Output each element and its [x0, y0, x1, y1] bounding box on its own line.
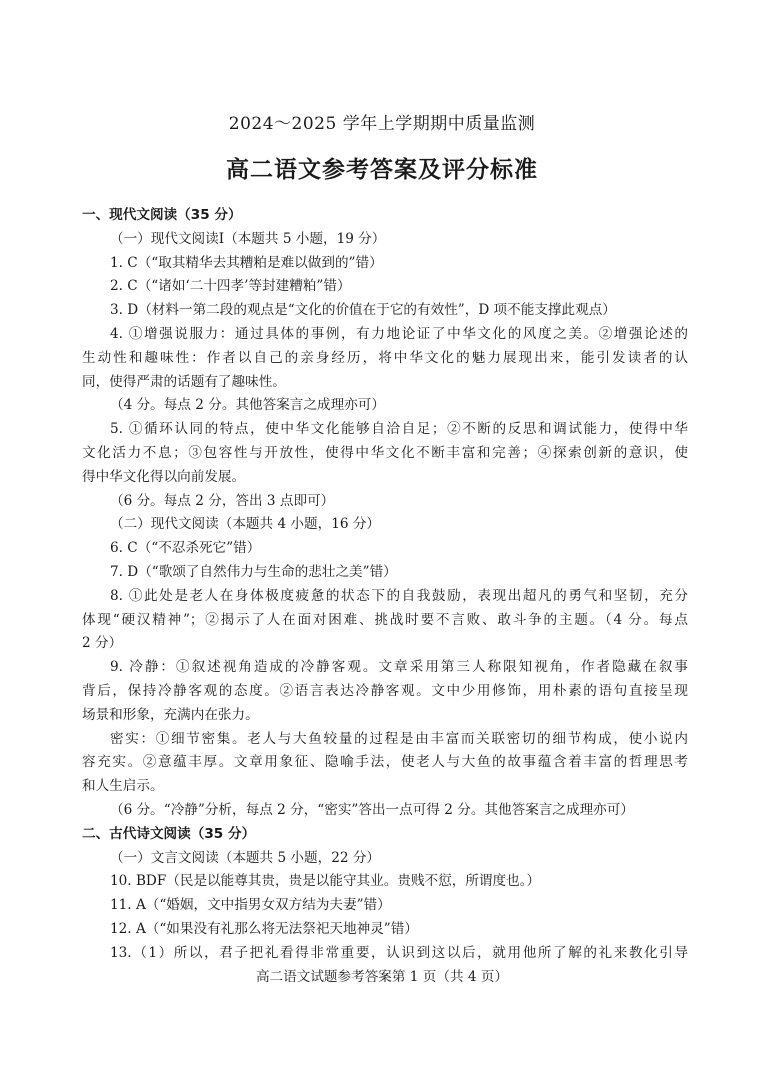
text-line: 背后，保持冷静客观的态度。②语言表达冷静客观。文中少用修饰，用朴素的语句直接呈现 [82, 682, 688, 699]
page-title: 高二语文参考答案及评分标准 [226, 157, 538, 183]
text-line: 2. C（“诸如‘二十四孝’等封建糟粕”错） [110, 278, 351, 295]
text-line: 7. D（“歌颂了自然伟力与生命的悲壮之美”错） [110, 563, 397, 580]
text-line: （一）文言文阅读（本题共 5 小题，22 分） [110, 849, 381, 866]
text-line: （一）现代文阅读Ⅰ（本题共 5 小题，19 分） [110, 230, 386, 247]
page-footer: 高二语文试题参考答案第 1 页（共 4 页） [255, 969, 509, 985]
text-line: 场景和形象，充满内在张力。 [82, 706, 259, 723]
text-line: 8. ①此处是老人在身体极度疲惫的状态下的自我鼓励，表现出超凡的勇气和坚韧，充分 [110, 587, 688, 604]
answer-content [82, 204, 688, 966]
text-line: 5. ①循环认同的特点，使中华文化能够自洽自足；②不断的反思和调试能力，使得中华 [110, 421, 688, 438]
text-line: 6. C（“不忍杀死它”错） [110, 540, 261, 557]
text-line: 1. C（“取其精华去其糟粕是难以做到的”错） [110, 254, 383, 271]
text-line: 13.（1）所以，君子把礼看得非常重要，认识到这以后，就用他所了解的礼来教化引导 [110, 944, 688, 961]
text-line: （6 分。每点 2 分，答出 3 点即可） [110, 492, 335, 509]
section-heading: 二、古代诗文阅读（35 分） [82, 825, 256, 842]
text-line: 和人生启示。 [82, 778, 164, 795]
text-line: （二）现代文阅读（本题共 4 小题，16 分） [110, 516, 381, 533]
text-line: 12. A（“如果没有礼那么将无法祭祀天地神灵”错） [110, 920, 418, 937]
text-line: 生动性和趣味性：作者以自己的亲身经历，将中华文化的魅力展现出来，能引发读者的认 [82, 349, 688, 366]
text-line: 9. 冷静：①叙述视角造成的冷静客观。文章采用第三人称限知视角，作者隐藏在叙事 [110, 659, 688, 676]
text-line: 11. A（“婚姻，文中指男女双方结为夫妻”错） [110, 897, 391, 914]
text-line: 密实：①细节密集。老人与大鱼较量的过程是由丰富而关联密切的细节构成，使小说内 [110, 730, 688, 747]
exam-title: 2024～2025 学年上学期期中质量监测 [228, 114, 536, 134]
text-line: 文化活力不息；③包容性与开放性，使得中华文化不断丰富和完善；④探索创新的意识，使 [82, 444, 688, 461]
text-line: 10. BDF（民是以能尊其贵，贵是以能守其业。贵贱不愆，所谓度也。） [110, 873, 541, 890]
text-line: 4. ①增强说服力：通过具体的事例，有力地论证了中华文化的风度之美。②增强论述的 [110, 325, 688, 342]
text-line: 3. D（材料一第二段的观点是“文化的价值在于它的有效性”，D 项不能支撑此观点） [110, 302, 616, 319]
text-line: 同，使得严肃的话题有了趣味性。 [82, 373, 286, 390]
text-line: 2 分） [82, 635, 123, 652]
text-line: 体现“硬汉精神”；②揭示了人在面对困难、挑战时要不言败、敢斗争的主题。（4 分。每点 [82, 611, 688, 628]
text-line: 容充实。②意蕴丰厚。文章用象征、隐喻手法，使老人与大鱼的故事蕴含着丰富的哲理思考 [82, 754, 688, 771]
text-line: 得中华文化得以向前发展。 [82, 468, 246, 485]
section-heading: 一、现代文阅读（35 分） [82, 207, 242, 223]
text-line: （4 分。每点 2 分。其他答案言之成理亦可） [110, 397, 385, 414]
text-line: （6 分。“冷静”分析，每点 2 分，“密实”答出一点可得 2 分。其他答案言之成理亦可） [110, 801, 634, 818]
